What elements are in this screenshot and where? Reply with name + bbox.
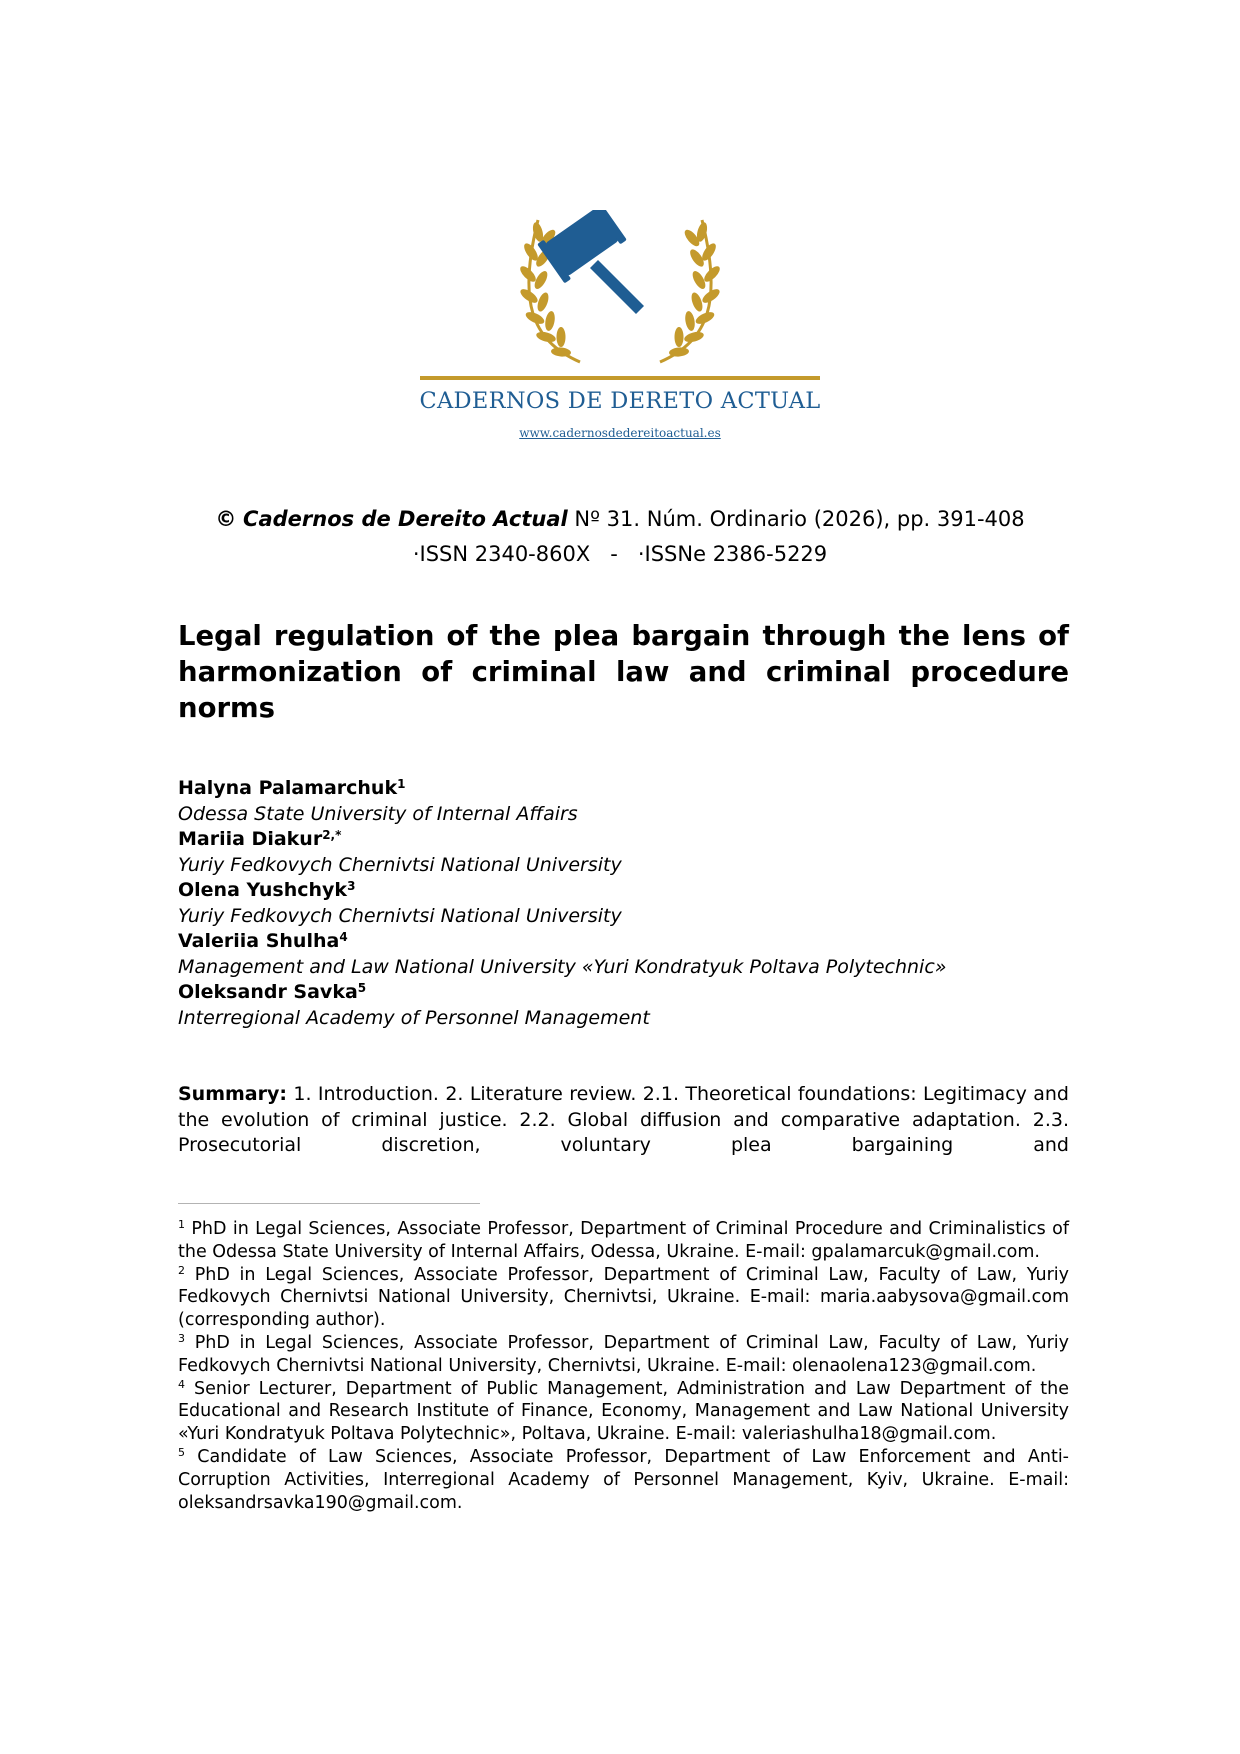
footnote-mark: 5 — [178, 1445, 185, 1459]
journal-title-italic: Cadernos de Dereito Actual — [243, 507, 568, 531]
gavel-icon — [537, 210, 644, 314]
footnote: $^5$ Candidate of Law Sciences, Associate Professor, Department of Law Enforcement and Anti-Corruption Activities, Interregional Academy of Personnel Management, Kyiv, Ukraine. E-mail: oleksandrsavka190@gmail.com. — [178, 1445, 1069, 1513]
footnote: $^3$ PhD in Legal Sciences, Associate Professor, Department of Criminal Law, Faculty of Law, Yuriy Fedkovych Chernivtsi National University, Chernivtsi, Ukraine. E-mail: olenaolena123@gmail.com. — [178, 1331, 1069, 1376]
article-title: Legal regulation of the plea bargain through the lens of harmonization of criminal law and criminal procedure norms — [178, 620, 1069, 724]
summary-label: Summary: — [178, 1083, 287, 1105]
summary-paragraph — [178, 1082, 1069, 1159]
author-affiliation: Interregional Academy of Personnel Management — [178, 1006, 650, 1029]
footnote-mark: 2 — [178, 1263, 185, 1277]
author-footnote-mark: 2,* — [322, 828, 342, 842]
author-affiliation: Yuriy Fedkovych Chernivtsi National University — [178, 904, 622, 927]
author-name: Valeriia Shulha$^4$ — [178, 930, 348, 952]
footnote-separator — [178, 1203, 480, 1204]
laurel-gavel-emblem — [410, 210, 830, 390]
laurel-branch-right-icon — [660, 220, 722, 362]
author-footnote-mark: 3 — [347, 879, 356, 893]
author-affiliation: Yuriy Fedkovych Chernivtsi National University — [178, 853, 622, 876]
citation-line — [150, 502, 1090, 536]
copyright-symbol: © — [215, 507, 237, 531]
author-footnote-mark: 4 — [339, 930, 348, 944]
author-name: Mariia Diakur$^{2,*}$ — [178, 828, 342, 850]
author-footnote-mark: 1 — [397, 777, 406, 791]
footnotes — [178, 1218, 1069, 1514]
journal-logo-url[interactable]: www.cadernosdedereitoactual.es — [519, 426, 721, 440]
logo-gold-rule — [420, 376, 820, 380]
journal-logo — [410, 210, 830, 450]
author-name: Halyna Palamarchuk$^1$ — [178, 777, 406, 799]
journal-logo-name: CADERNOS DE DERETO ACTUAL — [419, 388, 821, 414]
footnote: $^2$ PhD in Legal Sciences, Associate Professor, Department of Criminal Law, Faculty of Law, Yuriy Fedkovych Chernivtsi National University, Chernivtsi, Ukraine. E-mail: maria.aabysova@gmail.com (corresponding author). — [178, 1263, 1069, 1331]
author-list — [178, 776, 1078, 1031]
footnote: $^1$ PhD in Legal Sciences, Associate Professor, Department of Criminal Procedure and Criminalistics of the Odessa State University of Internal Affairs, Odessa, Ukraine. E-mail: gpalamarcuk@gmail.com. — [178, 1218, 1069, 1262]
author-footnote-mark: 5 — [357, 981, 367, 995]
author-affiliation: Odessa State University of Internal Affairs — [178, 802, 578, 825]
issn-line: ·ISSN 2340-860X - ·ISSNe 2386-5229 — [412, 542, 828, 566]
footnote-mark: 4 — [178, 1377, 185, 1391]
footnote: $^4$ Senior Lecturer, Department of Public Management, Administration and Law Department of the Educational and Research Institute of Finance, Economy, Management and Law National University «Yuri Kondratyuk Poltava Polytechnic», Poltava, Ukraine. E-mail: valeriashulha18@gmail.com. — [178, 1377, 1069, 1445]
author-affiliation: Management and Law National University «Yuri Kondratyuk Poltava Polytechnic» — [178, 955, 947, 978]
footnote-mark: 1 — [178, 1218, 185, 1231]
author-name: Olena Yushchyk$^3$ — [178, 879, 356, 901]
summary-text: 1. Introduction. 2. Literature review. 2.1. Theoretical foundations: Legitimacy and the evolution of criminal justice. 2.2. Global diffusion and comparative adaptation. 2.3. Prosecutorial discretion, voluntary plea bargaining and — [178, 1083, 1069, 1156]
issue-info: Nº 31. Núm. Ordinario (2026), pp. 391-408 — [574, 507, 1025, 531]
author-name: Oleksandr Savka$^5$ — [178, 981, 367, 1003]
footnote-mark: 3 — [178, 1331, 185, 1345]
